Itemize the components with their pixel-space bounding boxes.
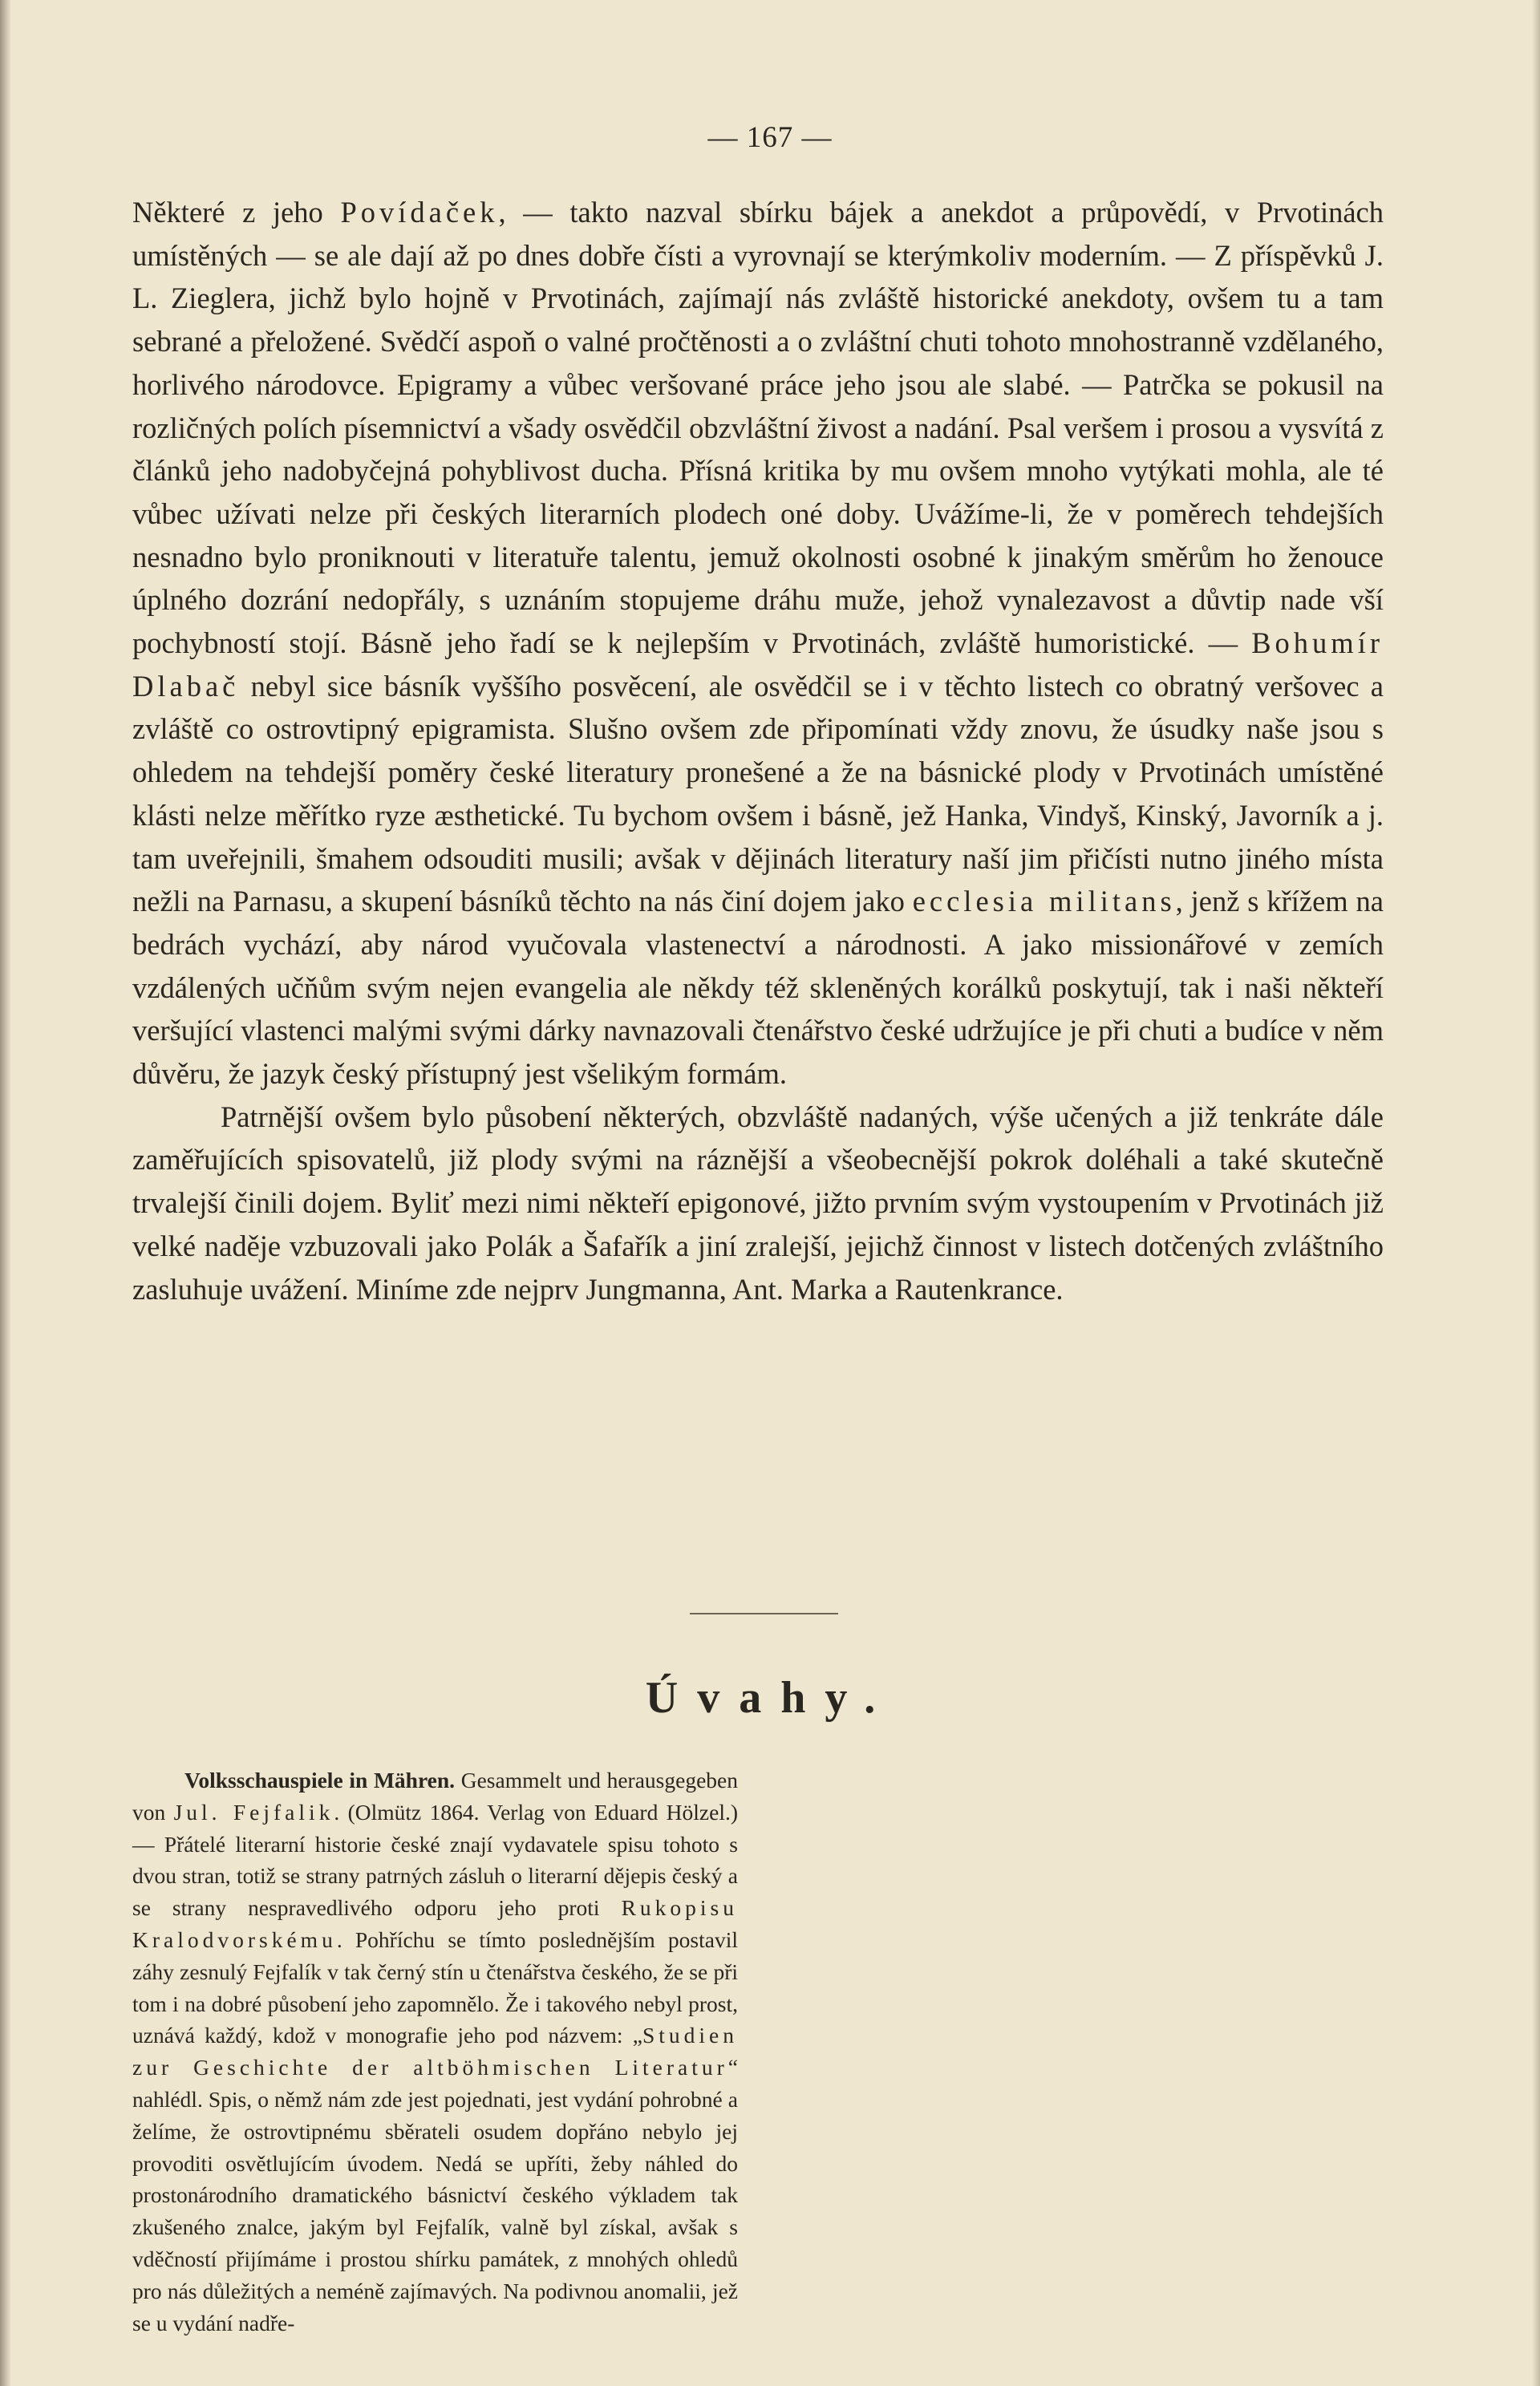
main-paragraph-1: [132, 191, 1384, 1096]
p1-text-c: nebyl sice básník vyššího posvěcení, ale osvědčil se i v těchto listech co obratný veršovec a zvláště co ostrovtipný epigramista. Slušno ovšem zde připomínati vždy znovu, že úsudky naše jsou s ohledem na tehdejší poměry české literatury pronešené a že na básnické plody v Prvotinách umístěné klásti nelze měřítko ryze æsthetické. Tu bychom ovšem i básně, jež Hanka, Vindyš, Kinský, Javorník a j. tam uveřejnili, šmahem odsouditi musili; avšak v dějinách literatury naší jim přičísti nutno jiného místa nežli na Parnasu, a skupení básníků těchto na nás činí dojem jako: [132, 669, 1384, 918]
section-divider: [690, 1613, 838, 1614]
rukopis-spaced: Rukopisu Kralodvorskému: [132, 1895, 738, 1952]
page-edge-right: [1532, 0, 1540, 2386]
dlabac-spaced: Bohumír Dlabač: [132, 626, 1384, 703]
review-text-d: “ nahlédl. Spis, o němž nám zde jest pojednati, jest vydání pohrobné a želíme, že ostrovtipnému sběrateli osudem dopřáno nebylo jej provoditi osvětlujícím úvodem. Nedá se upříti, žeby náhled do prostonárodního dramatického básnictví českého výkladem tak zkušeného znalce, jakým byl Fejfalík, valně byl získal, avšak s vděčností přijímáme i prostou shírku památek, z mnohých ohledů pro nás důležitých a neméně zajímavých. Na podivnou anomalii, jež se u vydání nadře-: [132, 2055, 738, 2335]
section-title: Úvahy.: [645, 1673, 895, 1723]
page-edge-left: [0, 0, 11, 2386]
ecclesia-spaced: ecclesia militans: [912, 885, 1176, 918]
p1-text-b: , — takto nazval sbírku bájek a anekdot a průpovědí, v Prvotinách umístěných — se ale dají až po dnes dobře čísti a vyrovnají se kterýmkoliv moderním. — Z příspěvků J. L. Zieglera, jichž bylo hojně v Prvotinách, zajímají nás zvláště historické anekdoty, ovšem tu a tam sebrané a přeložené. Svědčí aspoň o valné pročtěnosti a o zvláštní chuti tohoto mnohostranně vzdělaného, horlivého národovce. Epigramy a vůbec veršované práce jeho jsou ale slabé. — Patrčka se pokusil na rozličných polích písemnictví a všady osvědčil obzvláštní živost a nadání. Psal veršem i prosou a vysvítá z článků jeho nadobyčejná pohyblivost ducha. Přísná kritika by mu ovšem mnoho vytýkati mohla, ale té vůbec užívati nelze při českých literarních plodech oné doby. Uvážíme-li, že v poměrech tehdejších nesnadno bylo proniknouti v literatuře talentu, jemuž okolnosti osobné k jinakým směrům ho ženouce úplného dozrání nedopřály, s uznáním stopujeme dráhu muže, jehož vynalezavost a důvtip nade vší pochybností stojí. Básně jeho řadí se k nejlepším v Prvotinách, zvláště humoristické. —: [132, 196, 1384, 660]
p1-text-a: Některé z jeho: [132, 196, 341, 229]
studien-spaced: Studien zur Geschichte der altböhmischen Literatur: [132, 2023, 738, 2080]
review-column-left: [132, 1764, 738, 2339]
review-text-b: . (Olmütz 1864. Verlag von Eduard Hölzel.) — Přátelé literarní historie české znají vydavatele spisu tohoto s dvou stran, totiž se strany patrných zásluh o literarní dějepis český a se strany nespravedlivého odporu jeho proti: [132, 1799, 738, 1921]
review-author: Jul. Fejfalik: [173, 1799, 334, 1825]
main-paragraph-2: Patrnější ovšem bylo působení některých, obzvláště nadaných, výše učených a již tenkráte dále zaměřujících spisovatelů, již plody svými na ráznější a všeobecnější pokrok doléhali a také skutečně trvalejší činili dojem. Byliť mezi nimi někteří epigonové, jižto prvním svým vystoupením v Prvotinách již velké naděje vzbuzovali jako Polák a Šafařík a jiní zralejší, jejichž činnost v listech dotčených zvláštního zasluhuje uvážení. Miníme zde nejprv Jungmanna, Ant. Marka a Rautenkrance.: [132, 1100, 1384, 1306]
page-number: — 167 —: [707, 121, 833, 154]
review-text-c: . Pohříchu se tímto poslednějším postavil záhy zesnulý Fejfalík v tak černý stín u čtenářstva českého, že se při tom i na dobré působení jeho zapomnělo. Že i takového nebyl prost, uznává každý, kdož v monografie jeho pod názvem: „: [132, 1926, 738, 2048]
main-text: [132, 191, 1384, 1310]
review-text-a: Gesammelt und herausgegeben von: [132, 1768, 738, 1825]
review-paragraph: [132, 1764, 738, 2339]
povidacek-spaced: Povídaček: [340, 196, 499, 229]
review-title: Volksschauspiele in Mähren.: [184, 1768, 456, 1793]
p1-text-d: , jenž s křížem na bedrách vychází, aby národ vyučovala vlastenectví a národnosti. A jako missionářové v zemích vzdálených učňům svým nejen evangelia ale někdy též skleněných korálků poskytují, tak i naši někteří veršující vlastenci malými svými dárky navnazovali čtenářstvo české udržujíce je při chuti a budíce v něm důvěru, že jazyk český přístupný jest všelikým formám.: [132, 885, 1384, 1091]
